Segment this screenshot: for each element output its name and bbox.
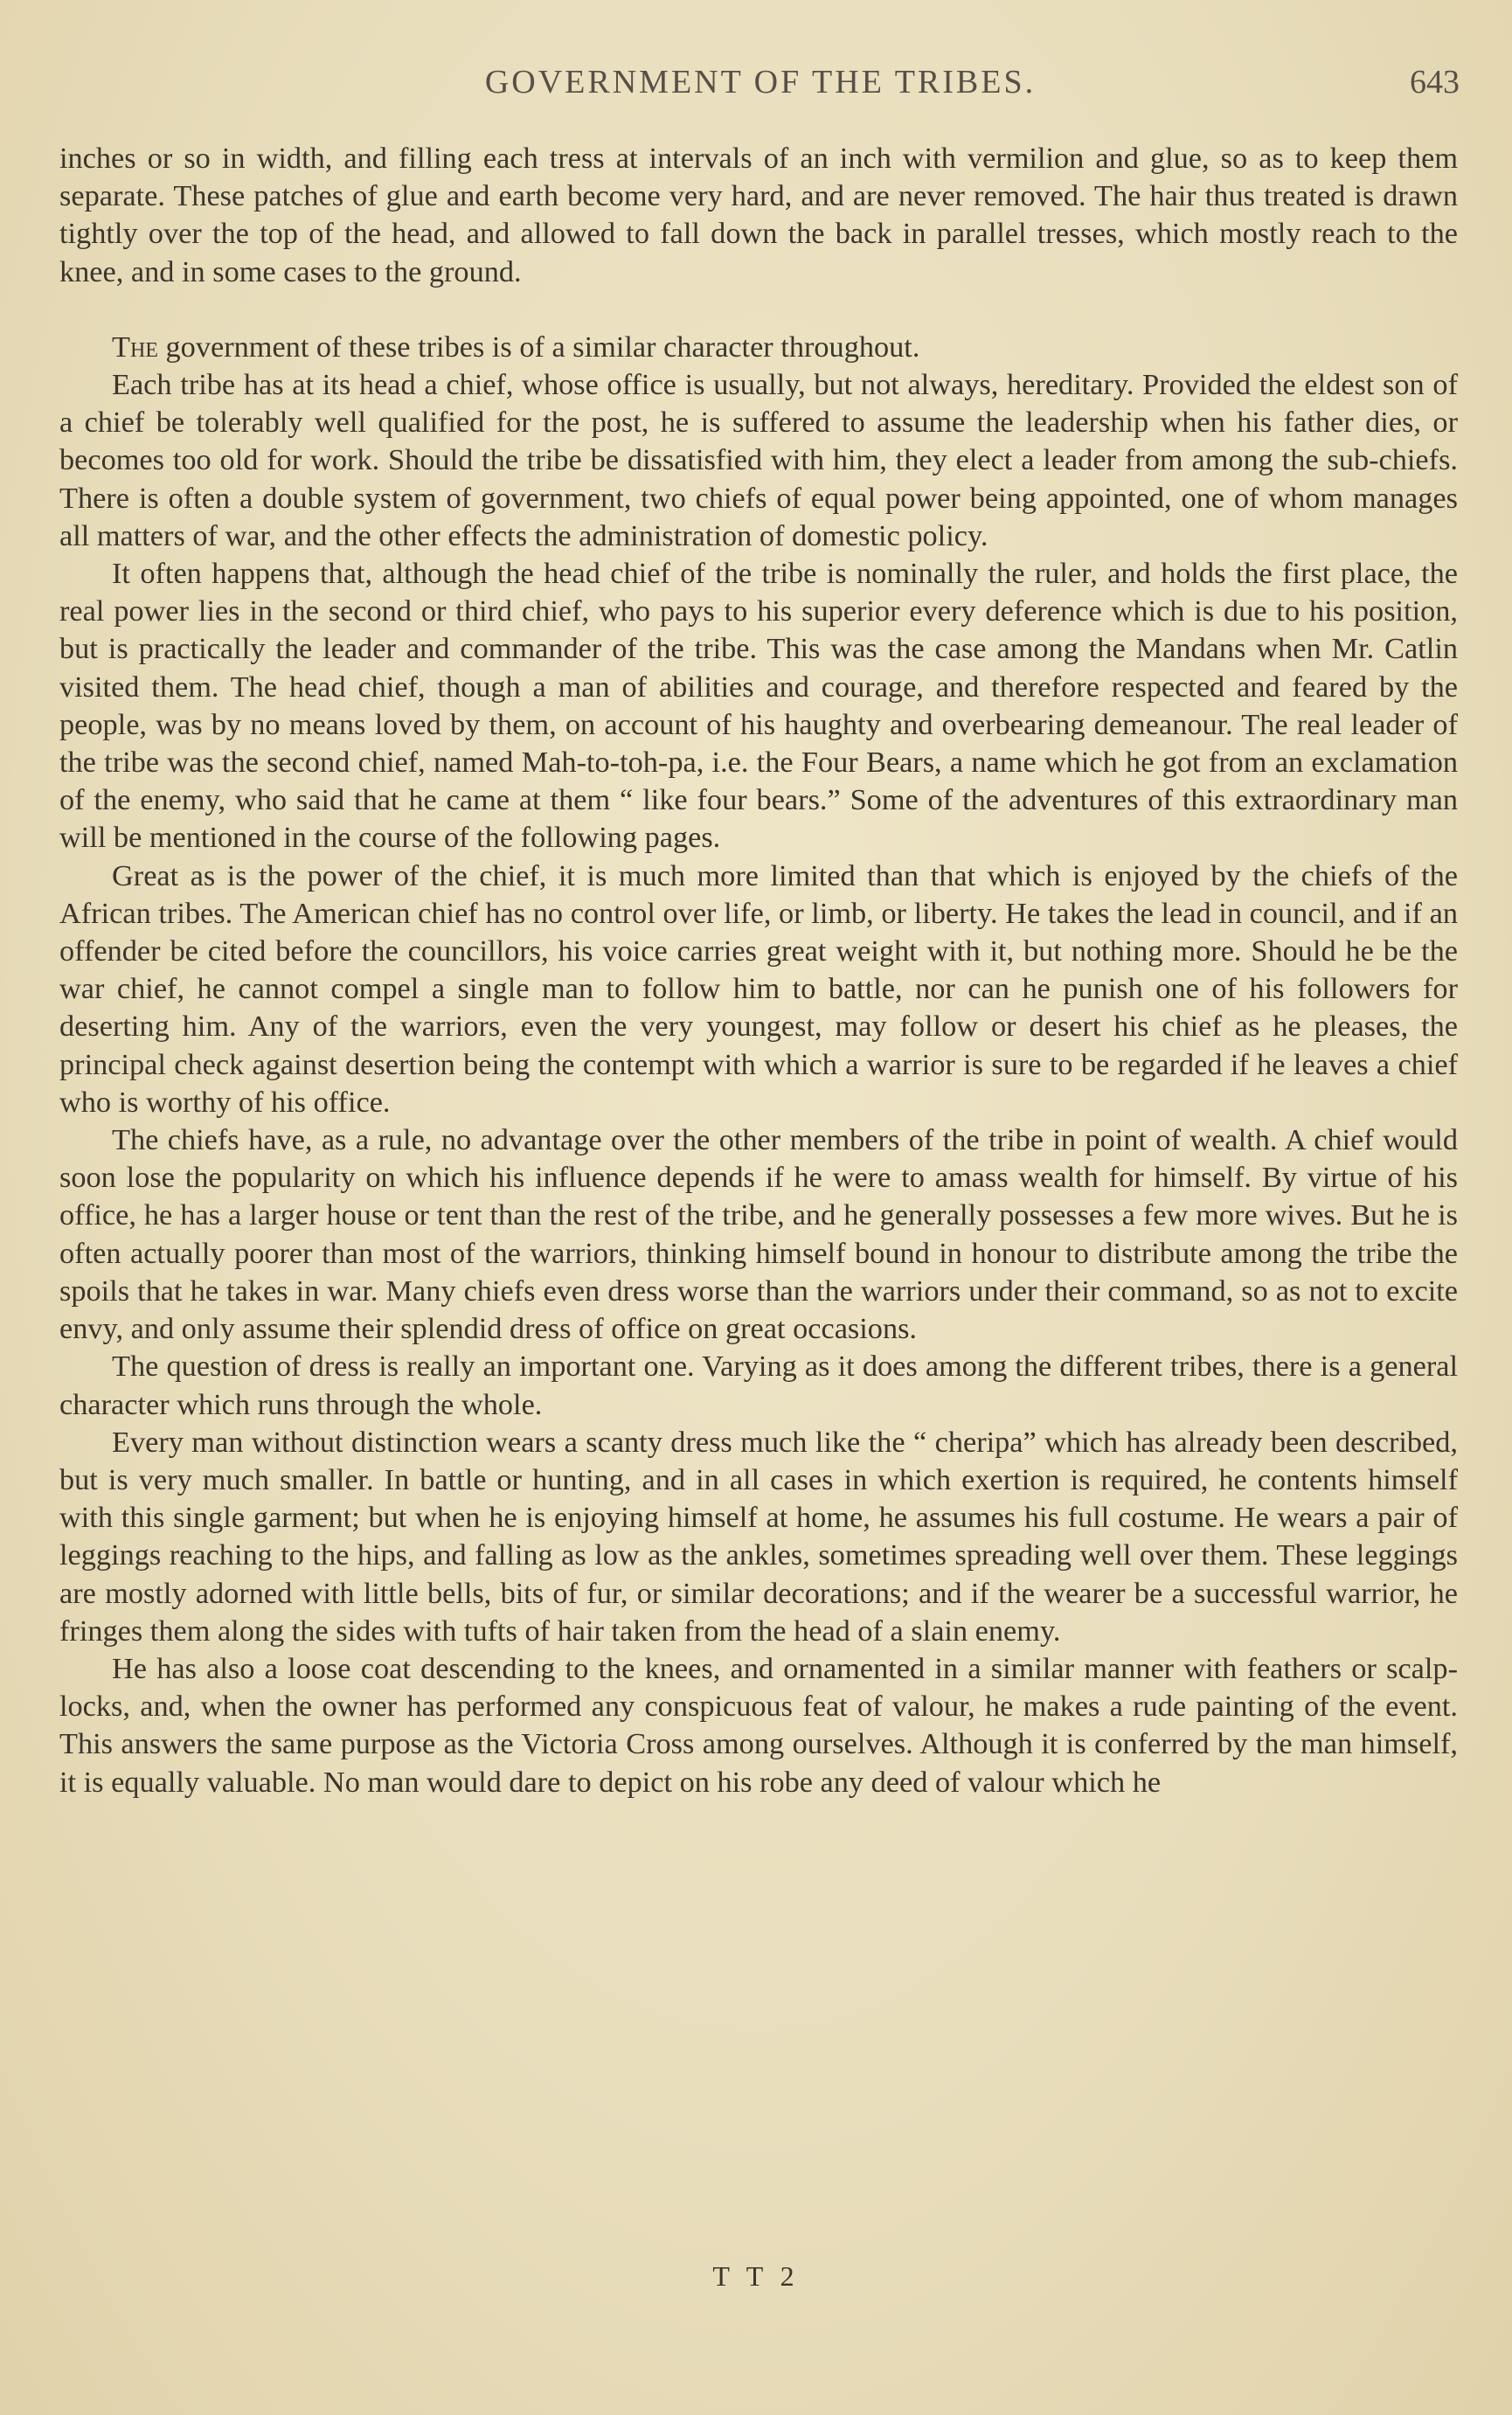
signature-mark: T T 2 [712, 2260, 800, 2292]
paragraph-text: Each tribe has at its head a chief, whose office is usually, but not always, hereditary. Provided the eldest son of a chief be tolerably well qualified for the post, he is suffered to assume the leadership when his father dies, or becomes too old for work. Should the tribe be dissatisfied with him, they elect a leader from among the sub-chiefs. There is often a double system of government, two chiefs of equal power being appointed, one of whom manages all matters of war, and the other effects the administration of domestic policy. [59, 368, 1458, 552]
body-text [59, 140, 1458, 1801]
paragraph-text: Great as is the power of the chief, it is much more limited than that which is enjoyed by the chiefs of the African tribes. The American chief has no control over life, or limb, or liberty. He takes the lead in council, and if an offender be cited before the councillors, his voice carries great weight with it, but nothing more. Should he be the war chief, he cannot compel a single man to follow him to battle, nor can he punish one of his followers for deserting him. Any of the warriors, even the very youngest, may follow or desert his chief as he pleases, the principal check against desertion being the contempt with which a warrior is sure to be regarded if he leaves a chief who is worthy of his office. [59, 858, 1458, 1119]
paragraph [59, 857, 1458, 1121]
paragraph [59, 1650, 1458, 1801]
paragraph [59, 140, 1458, 291]
paragraph [59, 1348, 1458, 1423]
paragraph-text: Every man without distinction wears a scanty dress much like the “ cheripa” which has already been described, but is very much smaller. In battle or hunting, and in all cases in which exertion is required, he contents himself with this single garment; but when he is enjoying himself at home, he assumes his full costume. He wears a pair of leggings reaching to the hips, and falling as low as the ankles, sometimes spreading well over them. These leggings are mostly adorned with little bells, bits of fur, or similar decorations; and if the wearer be a successful warrior, he fringes them along the sides with tufts of hair taken from the head of a slain enemy. [59, 1425, 1458, 1648]
paragraph-text: The question of dress is really an important one. Varying as it does among the different tribes, there is a general character which runs through the whole. [59, 1350, 1458, 1421]
paragraph [59, 555, 1458, 857]
running-head [61, 63, 1460, 107]
paragraph-text: government of these tribes is of a similar character throughout. [157, 330, 920, 364]
paragraph [59, 1424, 1458, 1650]
page-number: 643 [1410, 64, 1460, 101]
running-title: GOVERNMENT OF THE TRIBES. [484, 64, 1037, 101]
paragraph [59, 329, 1458, 366]
paragraph-text: It often happens that, although the head chief of the tribe is nominally the ruler, and holds the first place, the real power lies in the second or third chief, who pays to his superior every deference which is due to his position, but is practically the leader and commander of the tribe. This was the case among the Mandans when Mr. Catlin visited them. The head chief, though a man of abilities and courage, and therefore respected and feared by the people, was by no means loved by them, on account of his haughty and overbearing demeanour. The real leader of the tribe was the second chief, named Mah-to-toh-pa, i.e. the Four Bears, a name which he got from an exclamation of the enemy, who said that he came at them “ like four bears.” Some of the adventures of this extraordinary man will be mentioned in the course of the following pages. [59, 557, 1458, 855]
paragraph [59, 1121, 1458, 1348]
paragraph-text: He has also a loose coat descending to the knees, and ornamented in a similar manner with feathers or scalp-locks, and, when the owner has performed any conspicuous feat of valour, he makes a rude painting of the event. This answers the same purpose as the Victoria Cross among ourselves. Although it is conferred by the man himself, it is equally valuable. No man would dare to depict on his robe any deed of valour which he [59, 1651, 1458, 1799]
paragraph-text: inches or so in width, and filling each tress at intervals of an inch with vermilion and glue, so as to keep them separate. These patches of glue and earth become very hard, and are never removed. The hair thus treated is drawn tightly over the top of the head, and allowed to fall down the back in parallel tresses, which mostly reach to the knee, and in some cases to the ground. [59, 142, 1458, 288]
paragraph-text: The chiefs have, as a rule, no advantage over the other members of the tribe in point of wealth. A chief would soon lose the popularity on which his influence depends if he were to amass wealth for himself. By virtue of his office, he has a larger house or tent than the rest of the tribe, and he generally possesses a few more wives. But he is often actually poorer than most of the warriors, thinking himself bound in honour to distribute among the tribe the spoils that he takes in war. Many chiefs even dress worse than the warriors under their command, so as not to excite envy, and only assume their splendid dress of office on great occasions. [59, 1123, 1458, 1346]
section-lead-word: The [112, 330, 158, 364]
paragraph [59, 366, 1458, 555]
